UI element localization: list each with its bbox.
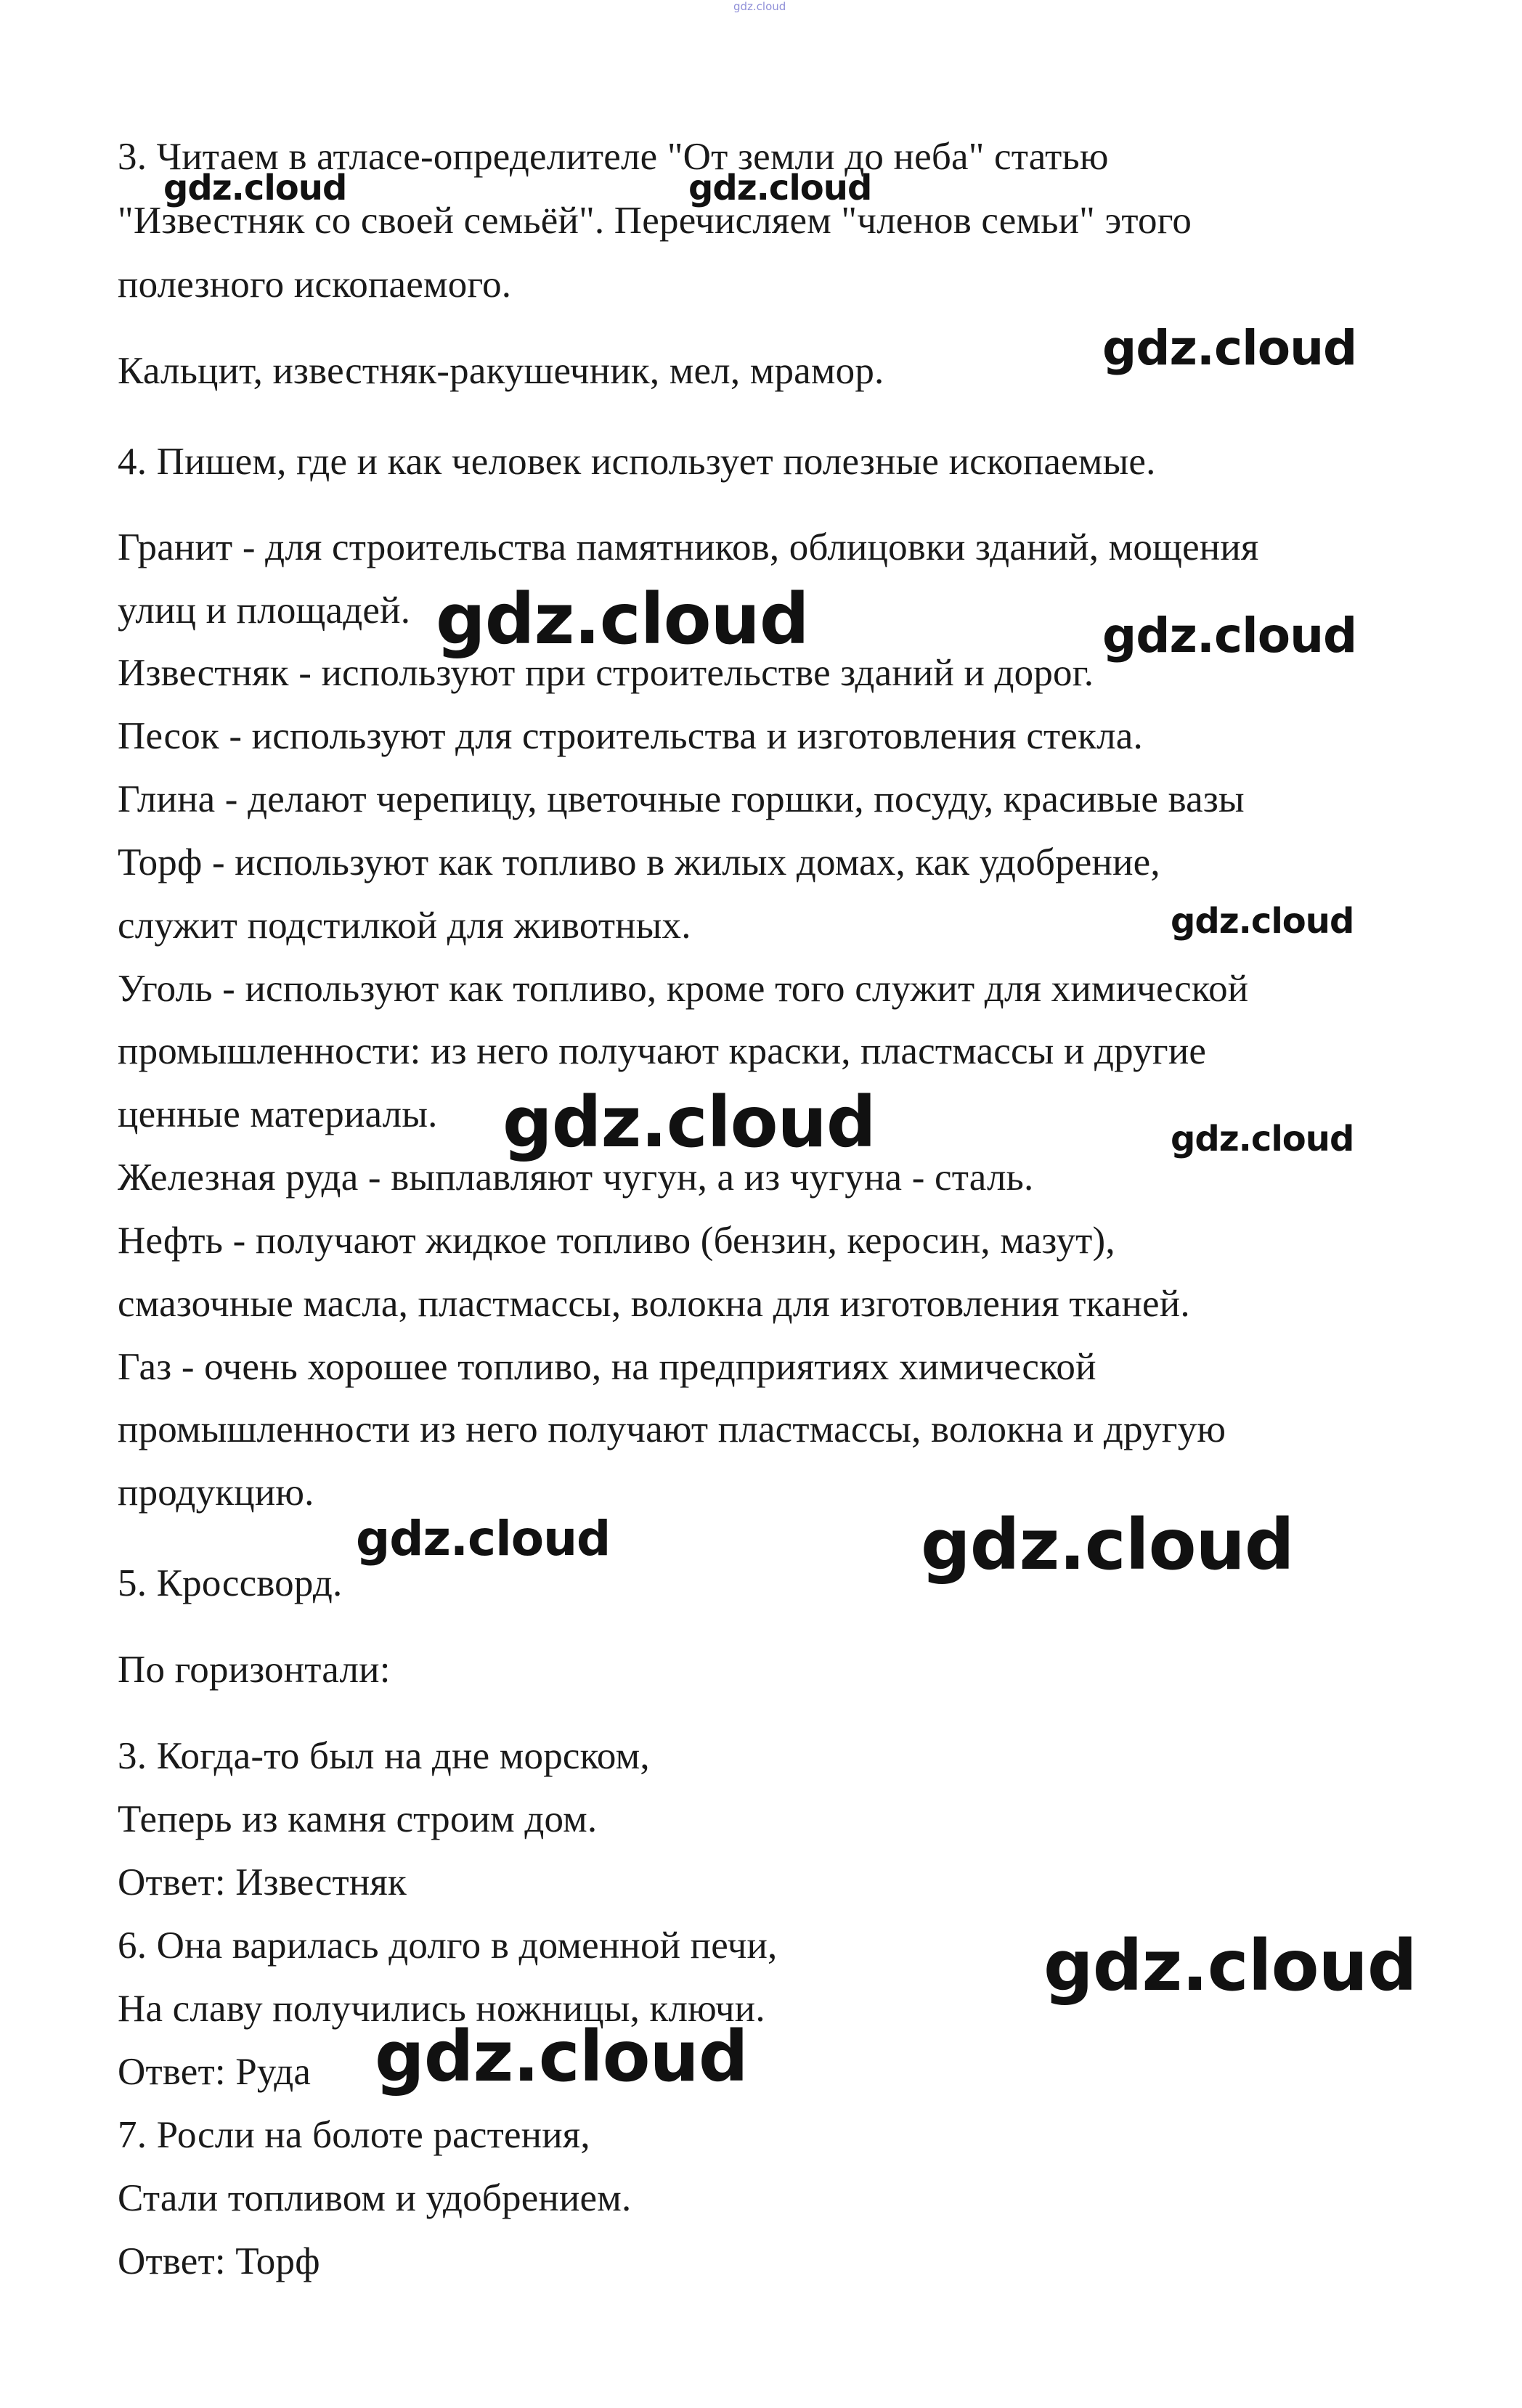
text-line: 3. Читаем в атласе-определителе "От земли до неба" статью xyxy=(118,136,1109,178)
text-line: "Известняк со своей семьёй". Перечисляем "членов семьи" этого xyxy=(118,200,1192,242)
text-line: По горизонтали: xyxy=(118,1649,391,1691)
text-line: служит подстилкой для животных. xyxy=(118,905,691,947)
text-line: Кальцит, известняк-ракушечник, мел, мрамор. xyxy=(118,350,884,392)
text-line: Железная руда - выплавляют чугун, а из чугуна - сталь. xyxy=(118,1156,1034,1199)
watermark-text: gdz.cloud xyxy=(375,2016,748,2097)
watermark-text: gdz.cloud xyxy=(1102,320,1357,376)
text-line: 6. Она варилась долго в доменной печи, xyxy=(118,1925,778,1967)
text-line: Газ - очень хорошее топливо, на предприятиях химической xyxy=(118,1346,1096,1388)
text-line: смазочные масла, пластмассы, волокна для изготовления тканей. xyxy=(118,1283,1190,1325)
text-line: 4. Пишем, где и как человек использует полезные ископаемые. xyxy=(118,441,1156,483)
watermark-text: gdz.cloud xyxy=(921,1504,1294,1585)
text-line: 7. Росли на болоте растения, xyxy=(118,2114,590,2156)
text-line: улиц и площадей. xyxy=(118,589,411,632)
text-line: На славу получились ножницы, ключи. xyxy=(118,1988,765,2030)
text-line: Ответ: Известняк xyxy=(118,1861,407,1903)
watermark-text: gdz.cloud xyxy=(1043,1925,1417,2007)
text-line: Известняк - используют при строительстве зданий и дорог. xyxy=(118,652,1094,694)
text-line: Ответ: Торф xyxy=(118,2240,320,2282)
watermark-text: gdz.cloud xyxy=(1102,608,1357,664)
text-line: Нефть - получают жидкое топливо (бензин, керосин, мазут), xyxy=(118,1220,1115,1262)
text-line: полезного ископаемого. xyxy=(118,264,512,306)
text-line: Песок - используют для строительства и изготовления стекла. xyxy=(118,715,1143,757)
text-line: 5. Кроссворд. xyxy=(118,1562,343,1604)
text-line: Уголь - используют как топливо, кроме того служит для химической xyxy=(118,968,1249,1010)
text-line: промышленности из него получают пластмассы, волокна и другую xyxy=(118,1408,1226,1450)
watermark-text: gdz.cloud xyxy=(356,1511,611,1567)
text-line: ценные материалы. xyxy=(118,1093,438,1135)
text-line: продукцию. xyxy=(118,1472,314,1514)
top-watermark: gdz.cloud xyxy=(733,0,786,13)
watermark-text: gdz.cloud xyxy=(1171,1119,1354,1159)
watermark-text: gdz.cloud xyxy=(502,1082,876,1163)
text-line: Гранит - для строительства памятников, облицовки зданий, мощения xyxy=(118,526,1259,568)
text-line: 3. Когда-то был на дне морском, xyxy=(118,1735,650,1777)
text-line: Ответ: Руда xyxy=(118,2051,312,2093)
text-line: Торф - используют как топливо в жилых домах, как удобрение, xyxy=(118,841,1160,883)
text-line: Теперь из камня строим дом. xyxy=(118,1798,598,1840)
watermark-text: gdz.cloud xyxy=(436,579,809,660)
watermark-text: gdz.cloud xyxy=(1171,901,1354,942)
text-line: промышленности: из него получают краски, пластмассы и другие xyxy=(118,1030,1207,1072)
watermark-text: gdz.cloud xyxy=(688,168,872,208)
watermark-text: gdz.cloud xyxy=(163,168,347,208)
text-line: Глина - делают черепицу, цветочные горшки, посуду, красивые вазы xyxy=(118,778,1245,820)
text-line: Стали топливом и удобрением. xyxy=(118,2177,632,2219)
